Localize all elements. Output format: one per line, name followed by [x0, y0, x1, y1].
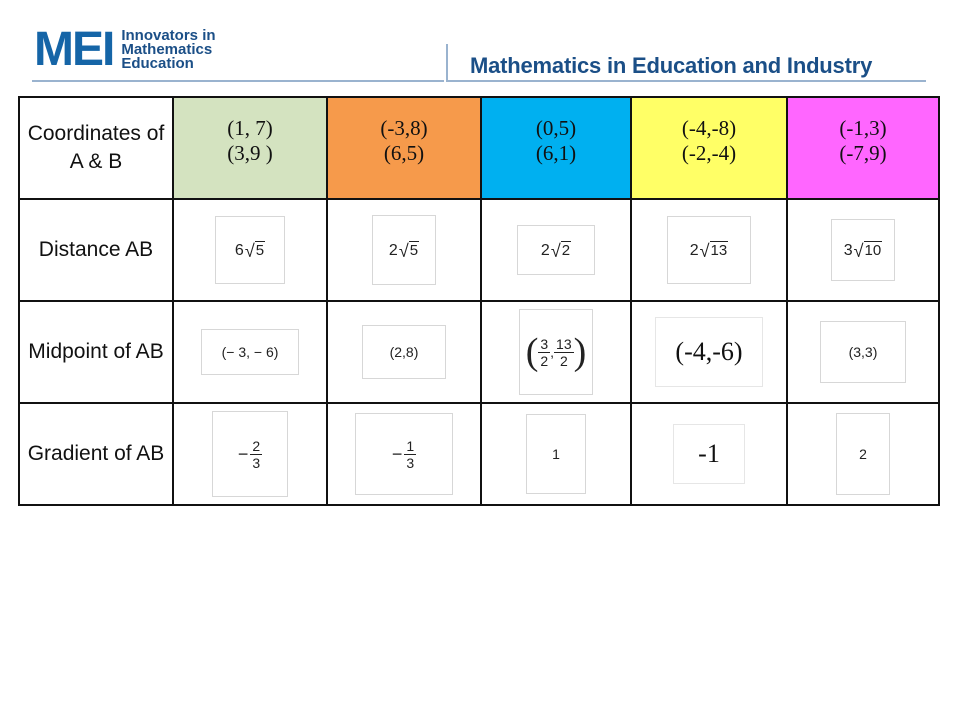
distance-image-3: 2 √ 2 [517, 225, 595, 275]
row-header-midpoint: Midpoint of AB [18, 300, 174, 404]
coord-b-4: (-2,-4) [681, 141, 737, 165]
gradient-image-3: 1 [526, 414, 586, 494]
distance-image-1: 6 √ 5 [215, 216, 285, 284]
midpoint-cell-2 [326, 300, 482, 404]
coord-cell-3 [480, 96, 632, 200]
midpoint-cell-5 [786, 300, 940, 404]
row-header-gradient: Gradient of AB [18, 402, 174, 506]
midpoint-image-5: (3,3) [820, 321, 906, 383]
gradient-cell-4 [630, 402, 788, 506]
header-rule-right [446, 80, 926, 82]
gradient-cell-2 [326, 402, 482, 506]
coord-cell-2 [326, 96, 482, 200]
coord-a-4: (-4,-8) [681, 116, 737, 140]
coord-a-5: (-1,3) [839, 116, 887, 140]
gradient-cell-5 [786, 402, 940, 506]
coord-a-1: (1, 7) [227, 116, 273, 140]
logo-text [121, 29, 215, 71]
midpoint-image-4: (-4,-6) [655, 317, 763, 387]
header-rule-vertical [446, 44, 448, 82]
coordinate-table [18, 96, 940, 506]
logo-mark: MEI [34, 23, 114, 76]
coord-b-2: (6,5) [383, 141, 425, 165]
distance-cell-2 [326, 198, 482, 302]
coord-b-5: (-7,9) [839, 141, 887, 165]
distance-image-5: 3 √ 10 [831, 219, 895, 281]
coord-b-3: (6,1) [535, 141, 577, 165]
coord-cell-1 [172, 96, 328, 200]
coord-cell-4 [630, 96, 788, 200]
gradient-cell-1 [172, 402, 328, 506]
logo-line-1: Innovators in [121, 27, 216, 44]
coord-a-2: (-3,8) [380, 116, 428, 140]
coord-a-3: (0,5) [535, 116, 577, 140]
gradient-image-4: -1 [673, 424, 745, 484]
distance-image-2: 2 √ 5 [372, 215, 436, 285]
distance-cell-1 [172, 198, 328, 302]
midpoint-cell-4 [630, 300, 788, 404]
coord-b-1: (3,9 ) [227, 141, 273, 165]
tagline: Mathematics in Education and Industry [470, 53, 873, 78]
midpoint-cell-3 [480, 300, 632, 404]
midpoint-cell-1 [172, 300, 328, 404]
midpoint-image-1: (− 3, − 6) [201, 329, 299, 375]
mei-logo [34, 23, 216, 76]
midpoint-image-3: ( $\frac{3}{2}$ , $\frac{13}{2}$ ) [519, 309, 593, 395]
distance-cell-4 [630, 198, 788, 302]
row-header-distance: Distance AB [18, 198, 174, 302]
distance-image-4: 2 √ 13 [667, 216, 751, 284]
logo-line-3: Education [121, 55, 194, 72]
distance-cell-3 [480, 198, 632, 302]
midpoint-image-2: (2,8) [362, 325, 446, 379]
header-rule-left [32, 80, 444, 82]
gradient-image-1: − $\frac{2}{3}$ [212, 411, 288, 497]
coord-cell-5 [786, 96, 940, 200]
row-header-coordinates: Coordinates of A & B [18, 96, 174, 200]
gradient-image-2: − $\frac{1}{3}$ [355, 413, 453, 495]
gradient-image-5: 2 [836, 413, 890, 495]
distance-cell-5 [786, 198, 940, 302]
logo-line-2: Mathematics [121, 41, 213, 58]
gradient-cell-3 [480, 402, 632, 506]
